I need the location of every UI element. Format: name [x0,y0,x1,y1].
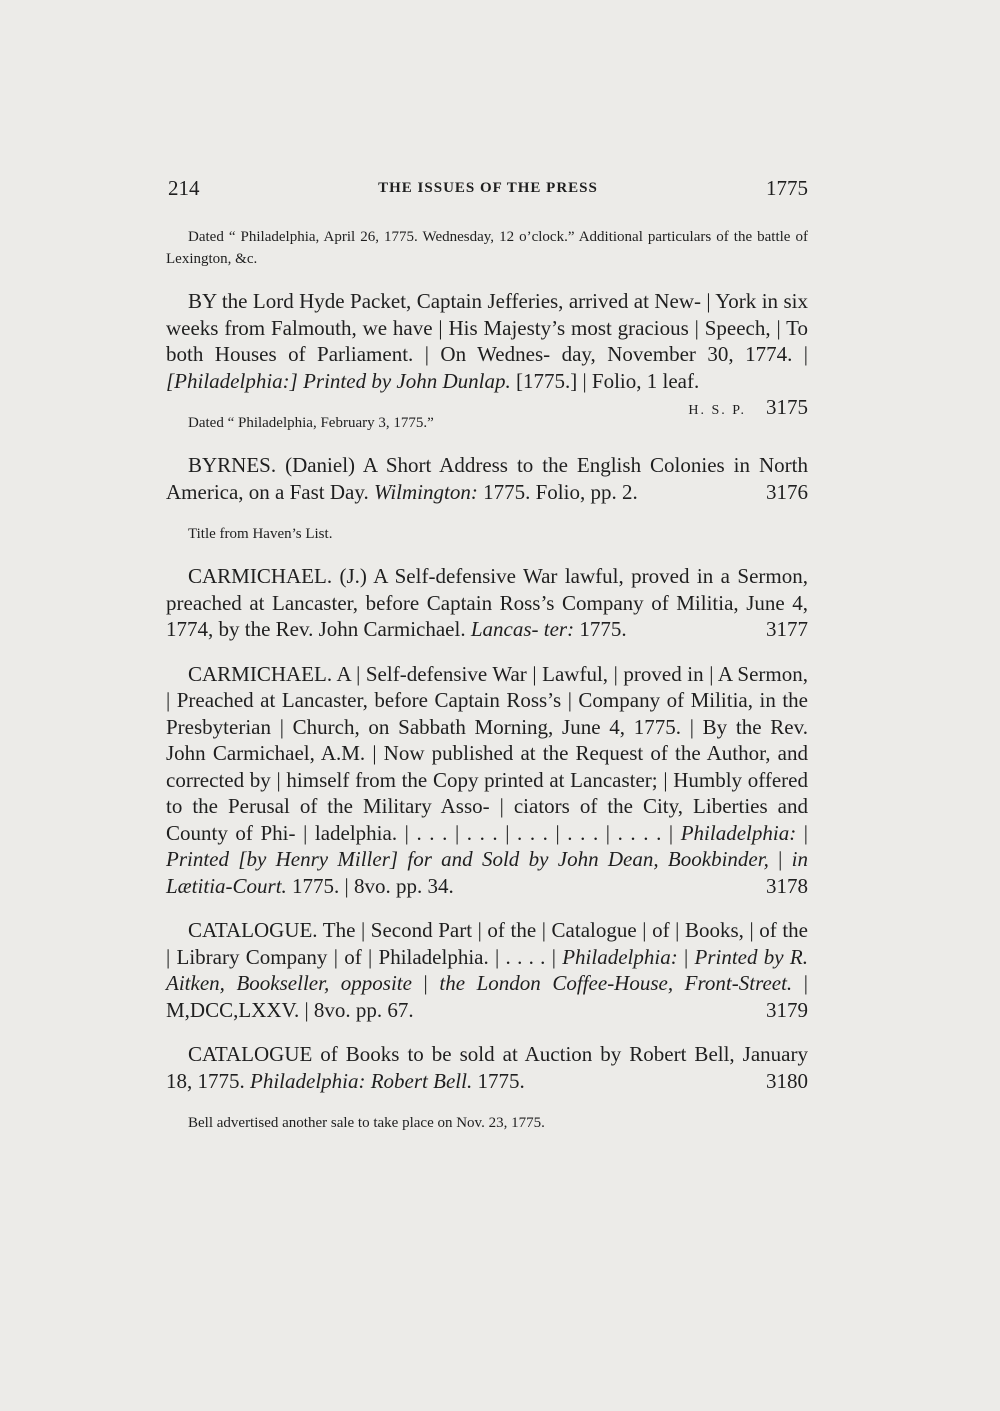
entry-italic: Philadelphia: Robert Bell. [250,1068,473,1093]
entry-italic: in Lætitia-Court. [166,847,808,898]
note-3175: Dated “ Philadelphia, February 3, 1775.” [188,415,434,431]
page-number: 214 [168,176,200,200]
entry-3175 [166,288,808,419]
page-content [166,226,808,1152]
entry-text: CATALOGUE. The | Second Part | of the | Catalogue | of | Books, | of the | Library Company | of | Philadelphia. | . . . . | [166,918,808,969]
entry-text: CATALOGUE of Books to be sold at Auction by Robert Bell, January 18, 1775. [166,1042,808,1093]
page-header [168,176,808,206]
entry-italic: Printed [by Henry Miller] for and Sold by John Dean, Bookbinder, [166,847,769,871]
entry-text: | [411,971,440,995]
entry-text: CARMICHAEL. (J.) A Self-defensive War lawful, proved in a Sermon, preached at Lancaster, before Captain Ross’s Company of Militia, June 4, 1774, by the Rev. John Carmichael. [166,564,808,641]
note-3176: Title from Haven’s List. [188,526,333,542]
entry-3180 [166,1041,808,1094]
entry-italic: [Philadelphia:] [166,368,298,393]
entry-text: CARMICHAEL. A | Self-defensive War | Lawful, | proved in | A Sermon, | Preached at Lancaster, before Captain Ross’s | Company of Militia, in the Presbyterian | Church, on Sabbath Morning, June 4, 1775. | By the Rev. John Carmichael, A.M. | Now published at the Request of the Author, and corrected by | himself from the Copy printed at Lancaster; | Humbly offered to the Perusal of the Military Asso- | ciators of the City, Liberties and County of Phi- | ladelphia. | . . . | . . . | . . . | . . . | . . . . | [166,661,808,845]
entry-italic: Philadelphia: [562,944,678,969]
entry-text: BYRNES. (Daniel) A Short Address to the English Colonies in North America, on a Fast Day. [166,453,808,504]
entry-text: 1775. [574,617,627,641]
entry-number: 3177 [766,617,808,641]
entry-text: 1775. Folio, pp. 2. [477,479,638,504]
entry-number-value: 3175 [766,395,808,419]
entry-text: 1775. [472,1068,525,1093]
note-3174: Dated “ Philadelphia, April 26, 1775. Wednesday, 12 o’clock.” Additional particulars of the battle of Lexington, &c. [166,229,808,267]
entry-text: [1775.] | Folio, 1 leaf. [510,368,700,393]
entry-number: 3180 [766,1068,808,1093]
entry-3178 [166,661,808,900]
entry-italic: Wilmington: [374,479,478,504]
entry-text: | M,DCC,LXXV. | 8vo. pp. 67. [166,971,808,1022]
entry-3176 [166,452,808,505]
location-code: H. S. P. [688,403,746,418]
entry-number: 3176 [766,479,808,504]
entry-text: 1775. | 8vo. pp. 34. [286,873,454,898]
note-3180: Bell advertised another sale to take place on Nov. 23, 1775. [188,1115,545,1131]
entry-number [666,394,808,425]
entry-text: BY the Lord Hyde Packet, Captain Jefferies, arrived at New- | York in six weeks from Falmouth, we have | His Majesty’s most gracious | Speech, | To both Houses of Parliament. | On Wednes- day, November 30, 1774. | [166,289,808,366]
running-title: THE ISSUES OF THE PRESS [378,180,598,196]
entry-3177 [166,563,808,643]
entry-italic: Printed by John Dunlap. [303,368,511,393]
entry-3179 [166,917,808,1023]
entry-italic: Lancas- ter: [470,617,575,641]
header-year: 1775 [766,176,808,200]
entry-text: | [677,944,695,969]
entry-number: 3179 [766,997,808,1022]
entry-text: | [796,820,808,845]
entry-number: 3178 [766,873,808,898]
entry-italic: the London Coffee-House, Front-Street. [439,971,793,995]
entry-text: | [768,847,792,871]
entry-italic: Printed by R. Aitken, Bookseller, opposite [166,944,808,995]
entry-italic: Philadelphia: [680,820,797,845]
